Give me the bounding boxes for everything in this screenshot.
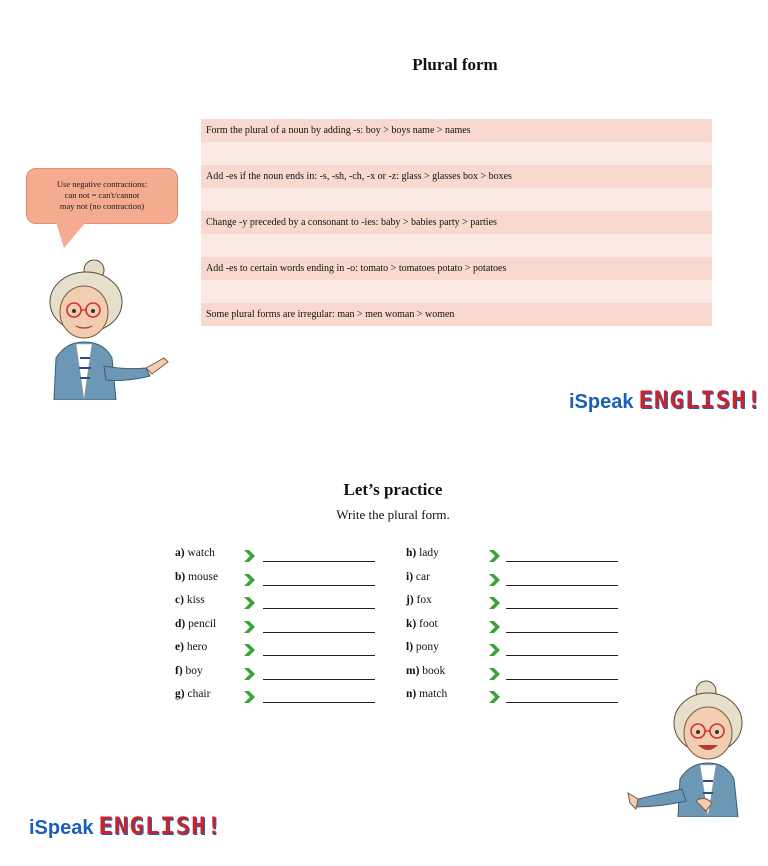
answer-blank-line[interactable]: [506, 655, 618, 656]
chevron-right-icon: [243, 597, 255, 609]
answer-blank-line[interactable]: [506, 561, 618, 562]
chevron-right-icon: [488, 597, 500, 609]
exercise-word: [406, 594, 432, 606]
exercise-word: [175, 594, 205, 606]
chevron-right-icon: [488, 691, 500, 703]
exercise-letter: e): [175, 641, 184, 653]
exercise-letter: j): [406, 594, 414, 606]
answer-blank-line[interactable]: [263, 655, 375, 656]
teacher-avatar-illustration: [46, 258, 172, 400]
exercise-item: [175, 687, 385, 711]
exercise-letter: h): [406, 547, 417, 559]
chevron-right-icon: [488, 668, 500, 680]
rule-spacer-row: [201, 142, 712, 165]
exercise-noun: mouse: [188, 570, 219, 583]
exercise-noun: match: [419, 688, 448, 700]
answer-blank-line[interactable]: [263, 561, 375, 562]
chevron-right-icon: [243, 621, 255, 633]
rule-row: Add -es if the noun ends in: -s, -sh, -ch, -x or -z: glass > glasses box > boxes: [201, 165, 712, 188]
exercise-item: [175, 570, 385, 594]
exercise-noun: fox: [416, 594, 432, 606]
exercise-noun: pencil: [188, 617, 217, 630]
rule-row: Change -y preceded by a consonant to -ies: baby > babies party > parties: [201, 211, 712, 234]
chevron-right-icon: [243, 574, 255, 586]
bubble-line: may not (no contraction): [59, 201, 145, 211]
exercise-word: [175, 571, 218, 583]
practice-instructions: Write the plural form.: [336, 507, 450, 522]
chevron-right-icon: [488, 574, 500, 586]
answer-blank-line[interactable]: [506, 585, 618, 586]
bubble-line: can not = can't/cannot: [64, 190, 140, 200]
exercise-word: [406, 571, 430, 583]
answer-blank-line[interactable]: [263, 702, 375, 703]
chevron-right-icon: [488, 644, 500, 656]
exercise-letter: m): [406, 664, 420, 677]
exercise-item: [406, 664, 626, 688]
exercise-word: [406, 618, 438, 630]
exercise-item: [406, 640, 626, 664]
exercise-item: [175, 593, 385, 617]
chevron-right-icon: [243, 644, 255, 656]
rule-row: Some plural forms are irregular: man > men woman > women: [201, 303, 712, 326]
exercise-column-right: [406, 546, 626, 711]
exercise-word: [406, 688, 447, 700]
chevron-right-icon: [243, 550, 255, 562]
exercise-noun: lady: [419, 547, 439, 559]
exercise-word: [406, 665, 445, 677]
speech-bubble-tail: [56, 222, 86, 248]
exercise-noun: pony: [415, 641, 439, 653]
exercise-item: [406, 546, 626, 570]
exercise-letter: n): [406, 688, 417, 700]
exercise-letter: l): [406, 641, 414, 653]
exercise-noun: chair: [187, 688, 211, 700]
exercise-item: [406, 687, 626, 711]
exercise-noun: hero: [186, 641, 208, 653]
answer-blank-line[interactable]: [506, 702, 618, 703]
chevron-right-icon: [243, 691, 255, 703]
rule-row: Form the plural of a noun by adding -s: boy > boys name > names: [201, 119, 712, 142]
answer-blank-line[interactable]: [506, 632, 618, 633]
rules-table: [201, 119, 712, 326]
bubble-line: Use negative contractions:: [56, 179, 148, 189]
ispeak-english-logo: [29, 812, 222, 840]
practice-title: Let’s practice: [343, 480, 443, 499]
exercise-word: [175, 618, 216, 630]
chevron-right-icon: [488, 550, 500, 562]
exercise-noun: kiss: [186, 594, 205, 606]
chevron-right-icon: [243, 668, 255, 680]
exercise-word: [175, 688, 210, 700]
exercise-word: [406, 547, 439, 559]
exercise-word: [175, 641, 207, 653]
exercise-item: [406, 570, 626, 594]
exercise-item: [175, 664, 385, 688]
exercise-item: [406, 593, 626, 617]
logo-ispeak-text: iSpeak: [29, 817, 94, 839]
answer-blank-line[interactable]: [263, 608, 375, 609]
exercise-letter: f): [175, 664, 183, 677]
speech-bubble: [26, 168, 178, 224]
exercise-letter: c): [175, 594, 184, 606]
exercise-item: [175, 546, 385, 570]
rule-spacer-row: [201, 188, 712, 211]
answer-blank-line[interactable]: [263, 585, 375, 586]
logo-ispeak-text: iSpeak: [569, 391, 634, 413]
exercise-word: [175, 665, 203, 677]
exercise-letter: g): [175, 688, 185, 700]
rule-row: Add -es to certain words ending in -o: tomato > tomatoes potato > potatoes: [201, 257, 712, 280]
exercise-item: [406, 617, 626, 641]
rule-spacer-row: [201, 234, 712, 257]
teacher-avatar-illustration: [626, 677, 746, 817]
exercise-letter: b): [175, 570, 186, 583]
exercise-word: [175, 547, 215, 559]
rule-spacer-row: [201, 280, 712, 303]
exercise-column-left: [175, 546, 385, 711]
exercise-letter: k): [406, 617, 417, 630]
chevron-right-icon: [488, 621, 500, 633]
ispeak-english-logo: [569, 386, 762, 414]
logo-english-text: ENGLISH!: [98, 812, 223, 840]
answer-blank-line[interactable]: [263, 679, 375, 680]
exercise-letter: d): [175, 617, 186, 630]
exercise-item: [175, 640, 385, 664]
answer-blank-line[interactable]: [506, 608, 618, 609]
logo-english-text: ENGLISH!: [638, 386, 763, 414]
exercise-letter: i): [406, 570, 414, 583]
answer-blank-line[interactable]: [263, 632, 375, 633]
exercise-noun: foot: [419, 617, 438, 630]
exercise-word: [406, 641, 439, 653]
answer-blank-line[interactable]: [506, 679, 618, 680]
exercise-noun: boy: [185, 664, 203, 677]
exercise-item: [175, 617, 385, 641]
exercise-noun: watch: [187, 547, 215, 559]
page-title: Plural form: [412, 55, 498, 74]
exercise-noun: car: [415, 570, 430, 583]
exercise-letter: a): [175, 547, 185, 559]
exercise-noun: book: [422, 664, 446, 677]
